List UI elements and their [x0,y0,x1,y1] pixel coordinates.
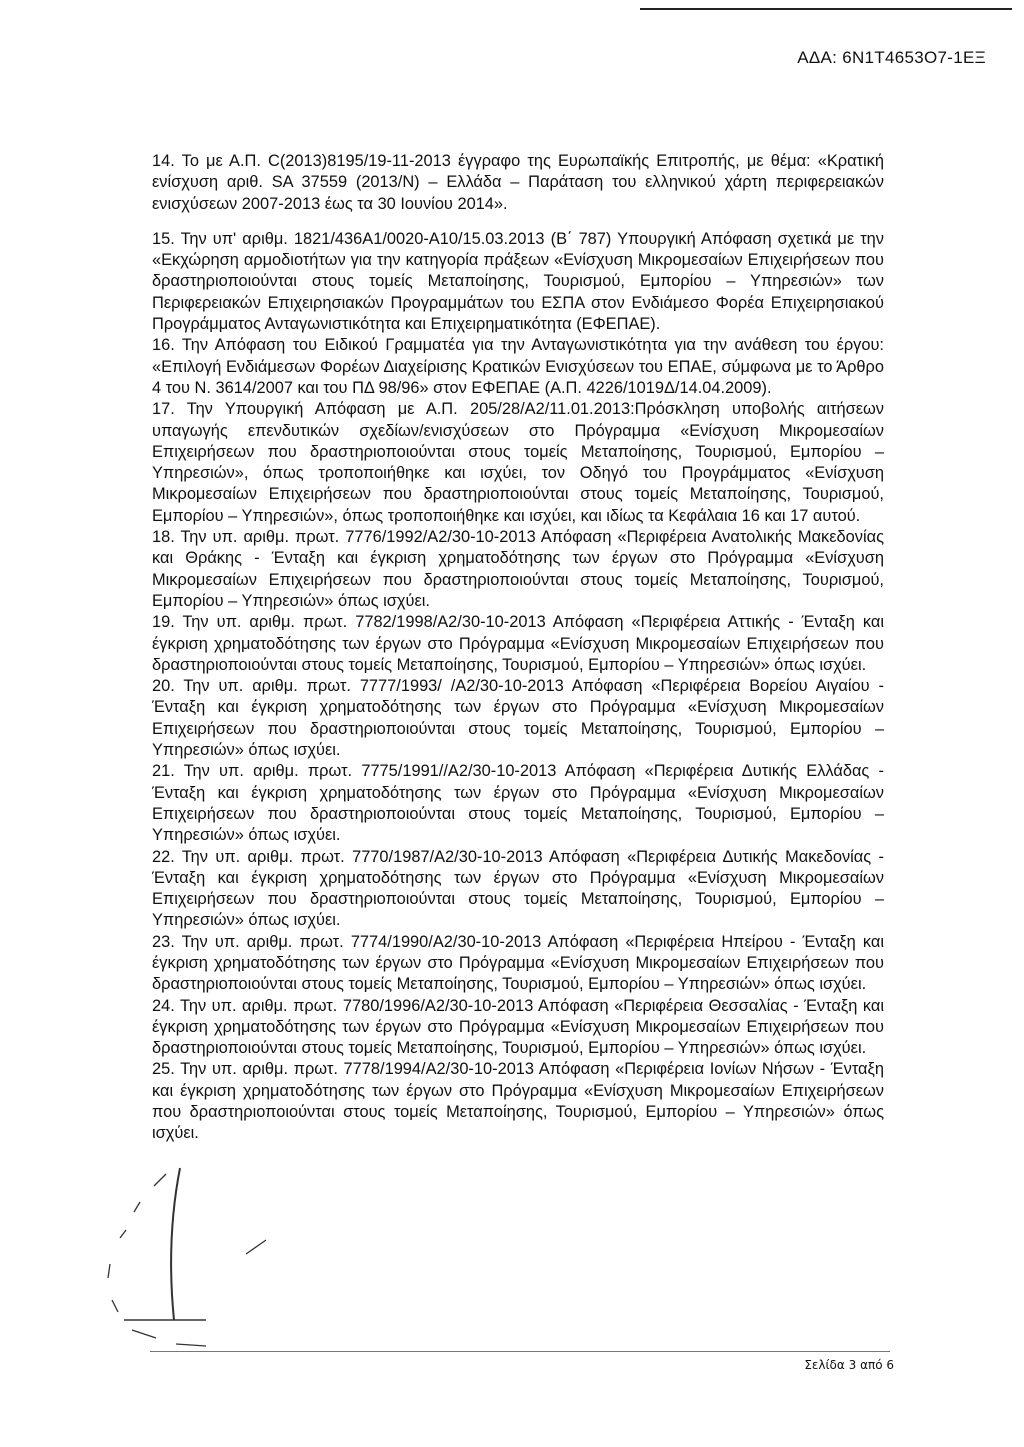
paragraph-23: 23. Την υπ. αριθμ. πρωτ. 7774/1990/Α2/30-10-2013 Απόφαση «Περιφέρεια Ηπείρου - Ένταξη και έγκριση χρηματοδότησης των έργων στο Πρόγραμμα «Ενίσχυση Μικρομεσαίων Επιχειρήσεων που δραστηριοποιούνται στους τομείς Μεταποίησης, Τουρισμού, Εμπορίου – Υπηρεσιών» όπως ισχύει. [152,932,884,994]
paragraph-17: 17. Την Υπουργική Απόφαση με Α.Π. 205/28/Α2/11.01.2013:Πρόσκληση υποβολής αιτήσεων υπαγωγής επενδυτικών σχεδίων/ενισχύσεων στο Πρόγραμμα «Ενίσχυση Μικρομεσαίων Επιχειρήσεων που δραστηριοποιούνται στους τομείς Μεταποίησης, Τουρισμού, Εμπορίου – Υπηρεσιών», όπως τροποποιήθηκε και ισχύει, τον Οδηγό του Προγράμματος «Ενίσχυση Μικρομεσαίων Επιχειρήσεων που δραστηριοποιούνται στους τομείς Μεταποίησης, Τουρισμού, Εμπορίου – Υπηρεσιών», όπως τροποποιήθηκε και ισχύει, και ιδίως τα Κεφάλαια 16 και 17 αυτού. [152,400,884,525]
paragraph-15: 15. Την υπ' αριθμ. 1821/436Α1/0020-Α10/15.03.2013 (Β΄ 787) Υπουργική Απόφαση σχετικά με την «Εκχώρηση αρμοδιοτήτων για την κατηγορία πράξεων «Ενίσχυση Μικρομεσαίων Επιχειρήσεων που δραστηριοποιούνται στους τομείς Μεταποίησης, Τουρισμού, Εμπορίου – Υπηρεσιών» των Περιφερειακών Επιχειρησιακών Προγραμμάτων του ΕΣΠΑ στον Ενδιάμεσο Φορέα Επιχειρησιακού Προγράμματος Ανταγωνιστικότητα και Επιχειρηματικότητα (ΕΦΕΠΑΕ). [152,229,884,334]
top-rule [640,8,1012,10]
paragraph-20: 20. Την υπ. αριθμ. πρωτ. 7777/1993/ /Α2/30-10-2013 Απόφαση «Περιφέρεια Βορείου Αιγαίου - Ένταξη και έγκριση χρηματοδότησης των έργων στο Πρόγραμμα «Ενίσχυση Μικρομεσαίων Επιχειρήσεων που δραστηριοποιούνται στους τομείς Μεταποίησης, Τουρισμού, Εμπορίου – Υπηρεσιών» όπως ισχύει. [152,677,884,760]
document-body [152,151,884,1145]
paragraph-25: 25. Την υπ. αριθμ. πρωτ. 7778/1994/Α2/30-10-2013 Απόφαση «Περιφέρεια Ιονίων Νήσων - Ένταξη και έγκριση χρηματοδότησης των έργων στο Πρόγραμμα «Ενίσχυση Μικρομεσαίων Επιχειρήσεων που δραστηριοποιούνται στους τομείς Μεταποίησης, Τουρισμού, Εμπορίου – Υπηρεσιών» όπως ισχύει. [152,1060,884,1143]
paragraph-24: 24. Την υπ. αριθμ. πρωτ. 7780/1996/Α2/30-10-2013 Απόφαση «Περιφέρεια Θεσσαλίας - Ένταξη και έγκριση χρηματοδότησης των έργων στο Πρόγραμμα «Ενίσχυση Μικρομεσαίων Επιχειρήσεων που δραστηριοποιούνται στους τομείς Μεταποίησης, Τουρισμού, Εμπορίου – Υπηρεσιών» όπως ισχύει. [152,996,884,1058]
footer-divider [150,1351,890,1352]
paragraph-18: 18. Την υπ. αριθμ. πρωτ. 7776/1992/Α2/30-10-2013 Απόφαση «Περιφέρεια Ανατολικής Μακεδονίας και Θράκης - Ένταξη και έγκριση χρηματοδότησης των έργων στο Πρόγραμμα «Ενίσχυση Μικρομεσαίων Επιχειρήσεων που δραστηριοποιούνται στους τομείς Μεταποίησης, Τουρισμού, Εμπορίου – Υπηρεσιών» όπως ισχύει. [152,528,884,610]
page-number: Σελίδα 3 από 6 [804,1358,894,1372]
paragraph-19: 19. Την υπ. αριθμ. πρωτ. 7782/1998/Α2/30-10-2013 Απόφαση «Περιφέρεια Αττικής - Ένταξη και έγκριση χρηματοδότησης των έργων στο Πρόγραμμα «Ενίσχυση Μικρομεσαίων Επιχειρήσεων που δραστηριοποιούνται στους τομείς Μεταποίησης, Τουρισμού, Εμπορίου – Υπηρεσιών» όπως ισχύει. [152,613,884,674]
paragraph-22: 22. Την υπ. αριθμ. πρωτ. 7770/1987/Α2/30-10-2013 Απόφαση «Περιφέρεια Δυτικής Μακεδονίας - Ένταξη και έγκριση χρηματοδότησης των έργων στο Πρόγραμμα «Ενίσχυση Μικρομεσαίων Επιχειρήσεων που δραστηριοποιούνται στους τομείς Μεταποίησης, Τουρισμού, Εμπορίου – Υπηρεσιών» όπως ισχύει. [152,847,884,930]
paragraph-14: 14. Το με Α.Π. C(2013)8195/19-11-2013 έγγραφο της Ευρωπαϊκής Επιτροπής, με θέμα: «Κρατική ενίσχυση αριθ. SA 37559 (2013/N) – Ελλάδα – Παράταση του ελληνικού χάρτη περιφερειακών ενισχύσεων 2007-2013 έως τα 30 Ιουνίου 2014». [152,152,884,213]
ada-code: ΑΔΑ: 6Ν1Τ4653Ο7-1ΕΞ [797,48,986,67]
paragraph-16: 16. Την Απόφαση του Ειδικού Γραμματέα για την Ανταγωνιστικότητα για την ανάθεση του έργου: «Επιλογή Ενδιάμεσων Φορέων Διαχείρισης Κρατικών Ενισχύσεων του ΕΠΑΕ, σύμφωνα με το Άρθρο 4 του Ν. 3614/2007 και του ΠΔ 98/96» στον ΕΦΕΠΑΕ (Α.Π. 4226/1019Δ/14.04.2009). [152,336,884,397]
paragraph-21: 21. Την υπ. αριθμ. πρωτ. 7775/1991//Α2/30-10-2013 Απόφαση «Περιφέρεια Δυτικής Ελλάδας - Ένταξη και έγκριση χρηματοδότησης των έργων στο Πρόγραμμα «Ενίσχυση Μικρομεσαίων Επιχειρήσεων που δραστηριοποιούνται στους τομείς Μεταποίησης, Τουρισμού, Εμπορίου – Υπηρεσιών» όπως ισχύει. [152,762,884,845]
stamp-signature-mark [96,1160,316,1350]
